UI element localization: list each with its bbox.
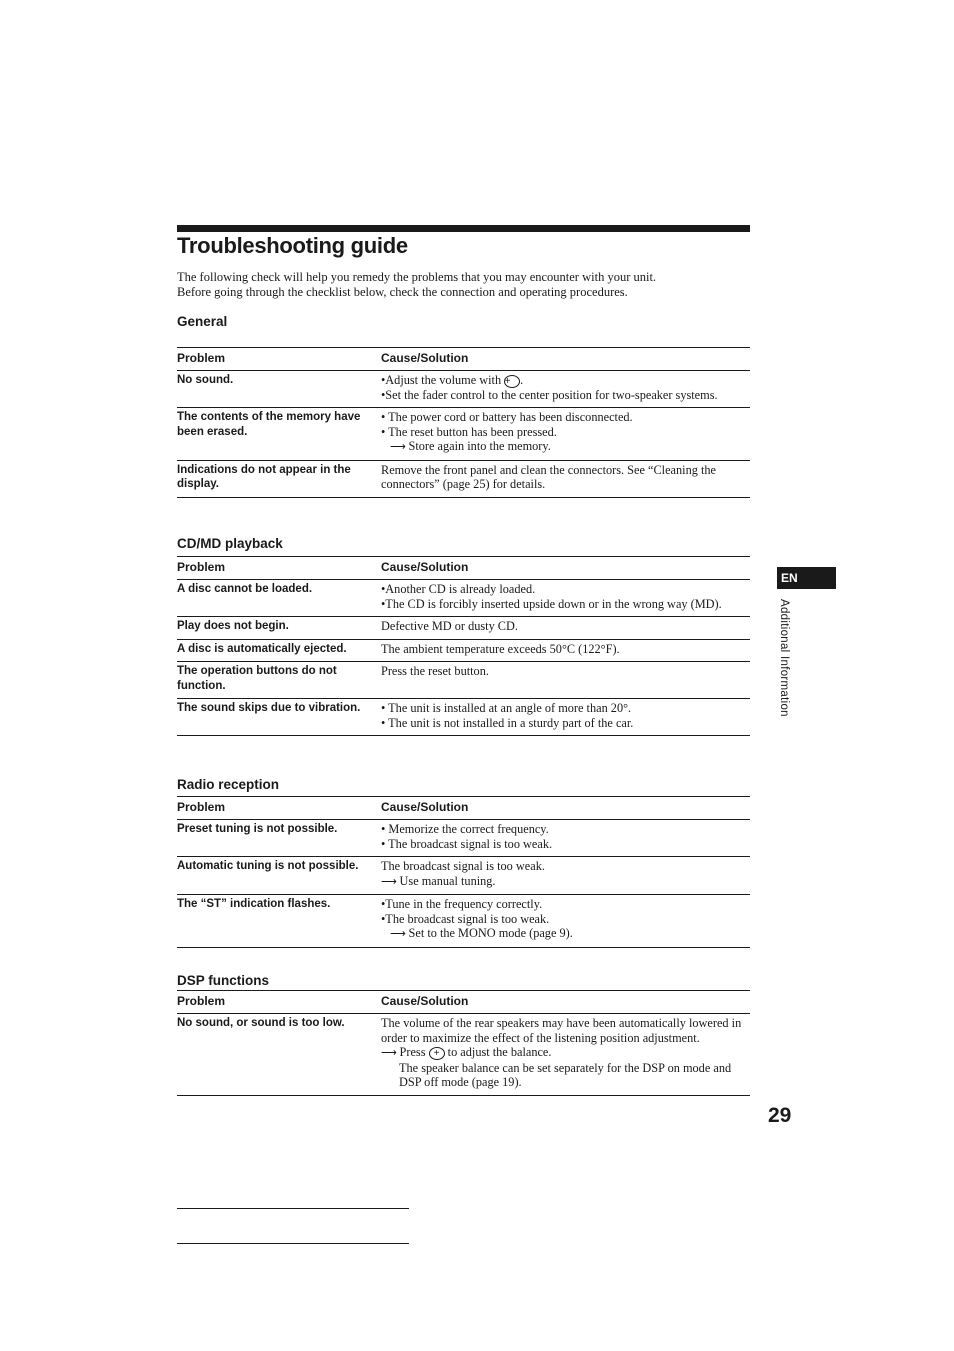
- solution-text: The speaker balance can be set separately for the DSP on mode and DSP off mode (page 19).: [399, 1060, 732, 1089]
- solution-cell: [381, 371, 750, 408]
- solution-text: • The power cord or battery has been disconnected.: [381, 410, 633, 425]
- solution-cell: [381, 617, 750, 640]
- page-title: Troubleshooting guide: [177, 233, 408, 258]
- solution-text: Store again into the memory.: [408, 439, 551, 454]
- table-row: [177, 662, 750, 699]
- solution-text: The volume of the rear speakers may have been automatically lowered in order to maximize the effect of the listening position adjustment.: [381, 1016, 742, 1045]
- intro-text: [177, 270, 750, 299]
- solution-line: [381, 837, 750, 852]
- solution-line: [381, 701, 750, 716]
- solution-text: • The unit is not installed in a sturdy part of the car.: [381, 715, 634, 730]
- header-problem: Problem: [177, 557, 381, 580]
- problem-cell: No sound, or sound is too low.: [177, 1014, 381, 1096]
- solution-cell: [381, 895, 750, 948]
- problem-cell: The sound skips due to vibration.: [177, 699, 381, 736]
- footer-rule: [177, 1208, 409, 1209]
- page-number: 29: [768, 1104, 792, 1127]
- problem-cell: Preset tuning is not possible.: [177, 820, 381, 857]
- solution-cell: [381, 1014, 750, 1096]
- solution-line: [381, 410, 750, 425]
- header-cause-solution: Cause/Solution: [381, 557, 750, 580]
- problem-cell: Indications do not appear in the display.: [177, 460, 381, 497]
- arrow-icon: ⟶: [390, 441, 409, 454]
- solution-line: [381, 664, 750, 679]
- header-cause-solution: Cause/Solution: [381, 348, 750, 371]
- solution-cell: [381, 580, 750, 617]
- solution-text: •The broadcast signal is too weak.: [381, 911, 550, 926]
- solution-line: [381, 874, 750, 890]
- solution-text: • Memorize the correct frequency.: [381, 822, 549, 836]
- table-general: [177, 347, 750, 498]
- solution-text: •Another CD is already loaded.: [381, 582, 536, 596]
- arrow-icon: ⟶: [381, 1047, 400, 1059]
- language-tab: EN: [777, 567, 836, 589]
- solution-line: [381, 388, 750, 403]
- header-problem: Problem: [177, 797, 381, 820]
- solution-line: [381, 642, 750, 657]
- title-rule: [177, 225, 750, 232]
- solution-text: • The unit is installed at an angle of more than 20°.: [381, 701, 632, 715]
- table-row: [177, 460, 750, 497]
- solution-text-after: .: [520, 373, 524, 387]
- solution-cell: [381, 662, 750, 699]
- footer-rule: [177, 1243, 409, 1244]
- header-cause-solution: Cause/Solution: [381, 797, 750, 820]
- table-row: [177, 857, 750, 895]
- solution-line: [381, 582, 750, 597]
- section-title-general: General: [177, 314, 228, 329]
- table-row: [177, 820, 750, 857]
- solution-text: Set to the MONO mode (page 9).: [408, 926, 573, 940]
- solution-text: Press: [399, 1045, 426, 1059]
- volume-plus-icon: +: [429, 1047, 445, 1060]
- solution-text: •Set the fader control to the center position for two-speaker systems.: [381, 387, 718, 402]
- section-title-dsp-functions: DSP functions: [177, 973, 270, 988]
- arrow-icon: ⟶: [390, 928, 409, 940]
- solution-line: [381, 859, 750, 874]
- solution-cell: [381, 699, 750, 736]
- section-title-radio-reception: Radio reception: [177, 777, 280, 792]
- solution-text: •Adjust the volume with: [381, 373, 502, 387]
- intro-line: Before going through the checklist below, check the connection and operating procedures.: [177, 284, 628, 299]
- table-row: [177, 639, 750, 662]
- solution-text: •The CD is forcibly inserted upside down or in the wrong way (MD).: [381, 596, 722, 611]
- header-problem: Problem: [177, 348, 381, 371]
- table-row: [177, 408, 750, 461]
- solution-line: [381, 912, 750, 927]
- problem-cell: A disc cannot be loaded.: [177, 580, 381, 617]
- solution-line: [381, 425, 750, 440]
- table-radio-reception: [177, 796, 750, 948]
- solution-text: Defective MD or dusty CD.: [381, 619, 518, 633]
- solution-line: [381, 597, 750, 612]
- solution-line: [381, 1016, 750, 1045]
- table-dsp-functions: [177, 990, 750, 1096]
- solution-text: •Tune in the frequency correctly.: [381, 897, 543, 911]
- table-row: [177, 895, 750, 948]
- solution-line: [381, 373, 750, 388]
- solution-line: [381, 822, 750, 837]
- solution-cell: [381, 639, 750, 662]
- side-section-label: Additional Information: [778, 599, 790, 717]
- table-row: [177, 617, 750, 640]
- solution-text: The broadcast signal is too weak.: [381, 859, 545, 873]
- solution-line: [381, 926, 750, 942]
- solution-text: • The reset button has been pressed.: [381, 424, 557, 439]
- solution-cell: [381, 820, 750, 857]
- solution-text-after: to adjust the balance.: [447, 1045, 552, 1059]
- header-cause-solution: Cause/Solution: [381, 991, 750, 1014]
- solution-text: Remove the front panel and clean the connectors. See “Cleaning the connectors” (page 25) for details.: [381, 462, 716, 492]
- solution-line: [381, 1061, 750, 1090]
- problem-cell: No sound.: [177, 371, 381, 408]
- solution-cell: [381, 857, 750, 895]
- solution-line: [381, 619, 750, 634]
- problem-cell: The contents of the memory have been erased.: [177, 408, 381, 461]
- header-problem: Problem: [177, 991, 381, 1014]
- solution-text: The ambient temperature exceeds 50°C (122°F).: [381, 641, 620, 656]
- arrow-icon: ⟶: [381, 875, 400, 888]
- table-row: [177, 699, 750, 736]
- problem-cell: A disc is automatically ejected.: [177, 639, 381, 662]
- problem-cell: The operation buttons do not function.: [177, 662, 381, 699]
- solution-line: [381, 897, 750, 912]
- problem-cell: Automatic tuning is not possible.: [177, 857, 381, 895]
- solution-line: [381, 463, 750, 492]
- solution-cell: [381, 460, 750, 497]
- solution-line: [381, 716, 750, 731]
- table-row: [177, 371, 750, 408]
- table-row: [177, 1014, 750, 1096]
- table-row: [177, 580, 750, 617]
- problem-cell: The “ST” indication flashes.: [177, 895, 381, 948]
- solution-cell: [381, 408, 750, 461]
- solution-line: [381, 439, 750, 455]
- section-title-cd-md-playback: CD/MD playback: [177, 536, 283, 551]
- intro-line: The following check will help you remedy the problems that you may encounter with your unit.: [177, 270, 657, 284]
- problem-cell: Play does not begin.: [177, 617, 381, 640]
- solution-text: Press the reset button.: [381, 664, 489, 678]
- solution-text: Use manual tuning.: [399, 873, 496, 888]
- solution-text: • The broadcast signal is too weak.: [381, 836, 553, 851]
- solution-line: [381, 1045, 750, 1061]
- table-cd-md-playback: [177, 556, 750, 736]
- volume-plus-icon: +: [504, 375, 520, 388]
